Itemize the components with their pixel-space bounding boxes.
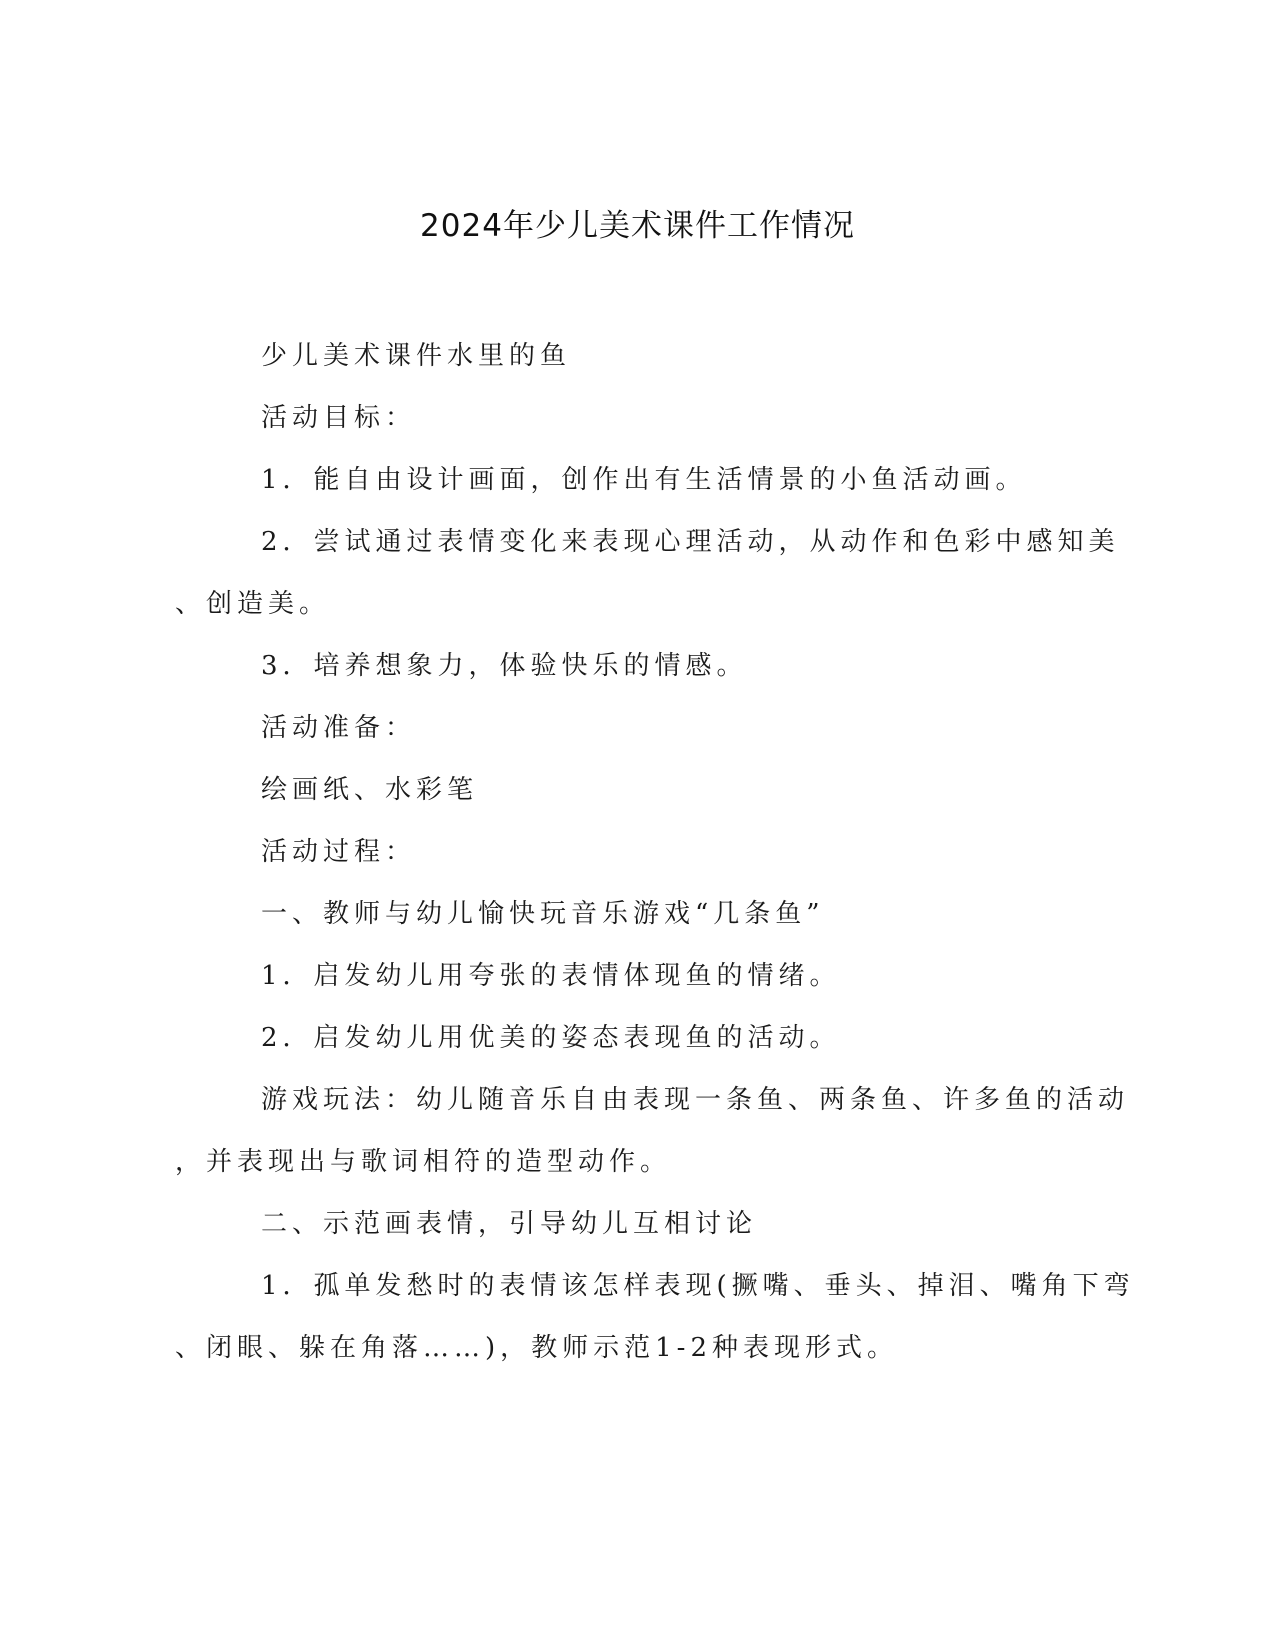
paragraph-process-heading: 活动过程： [261,837,417,867]
paragraph-game-rules-continued: ，并表现出与歌词相符的造型动作。 [175,1147,672,1177]
paragraph-goal-2: 2．尝试通过表情变化来表现心理活动，从动作和色彩中感知美 [261,527,1120,557]
paragraph-goals-heading: 活动目标： [261,403,417,433]
paragraph-goal-1: 1．能自由设计画面，创作出有生活情景的小鱼活动画。 [261,465,1027,495]
paragraph-step-2-item-1: 1．孤单发愁时的表情该怎样表现(撅嘴、垂头、掉泪、嘴角下弯 [261,1271,1135,1301]
paragraph-goal-2-continued: 、创造美。 [175,589,331,619]
paragraph-game-rules: 游戏玩法：幼儿随音乐自由表现一条鱼、两条鱼、许多鱼的活动 [261,1085,1130,1115]
document-title: 2024年少儿美术课件工作情况 [420,208,855,244]
paragraph-prep-materials: 绘画纸、水彩笔 [261,775,479,805]
paragraph-step-1-item-1: 1．启发幼儿用夸张的表情体现鱼的情绪。 [261,961,841,991]
paragraph-step-2: 二、示范画表情，引导幼儿互相讨论 [261,1209,758,1239]
paragraph-step-1-item-2: 2．启发幼儿用优美的姿态表现鱼的活动。 [261,1023,841,1053]
paragraph-subtitle: 少儿美术课件水里的鱼 [261,341,572,371]
paragraph-step-2-item-1-continued: 、闭眼、躲在角落……)，教师示范1-2种表现形式。 [175,1333,899,1363]
paragraph-prep-heading: 活动准备： [261,713,417,743]
paragraph-goal-3: 3．培养想象力，体验快乐的情感。 [261,651,748,681]
document-body [175,325,1135,1379]
paragraph-step-1: 一、教师与幼儿愉快玩音乐游戏“几条鱼” [261,899,825,929]
